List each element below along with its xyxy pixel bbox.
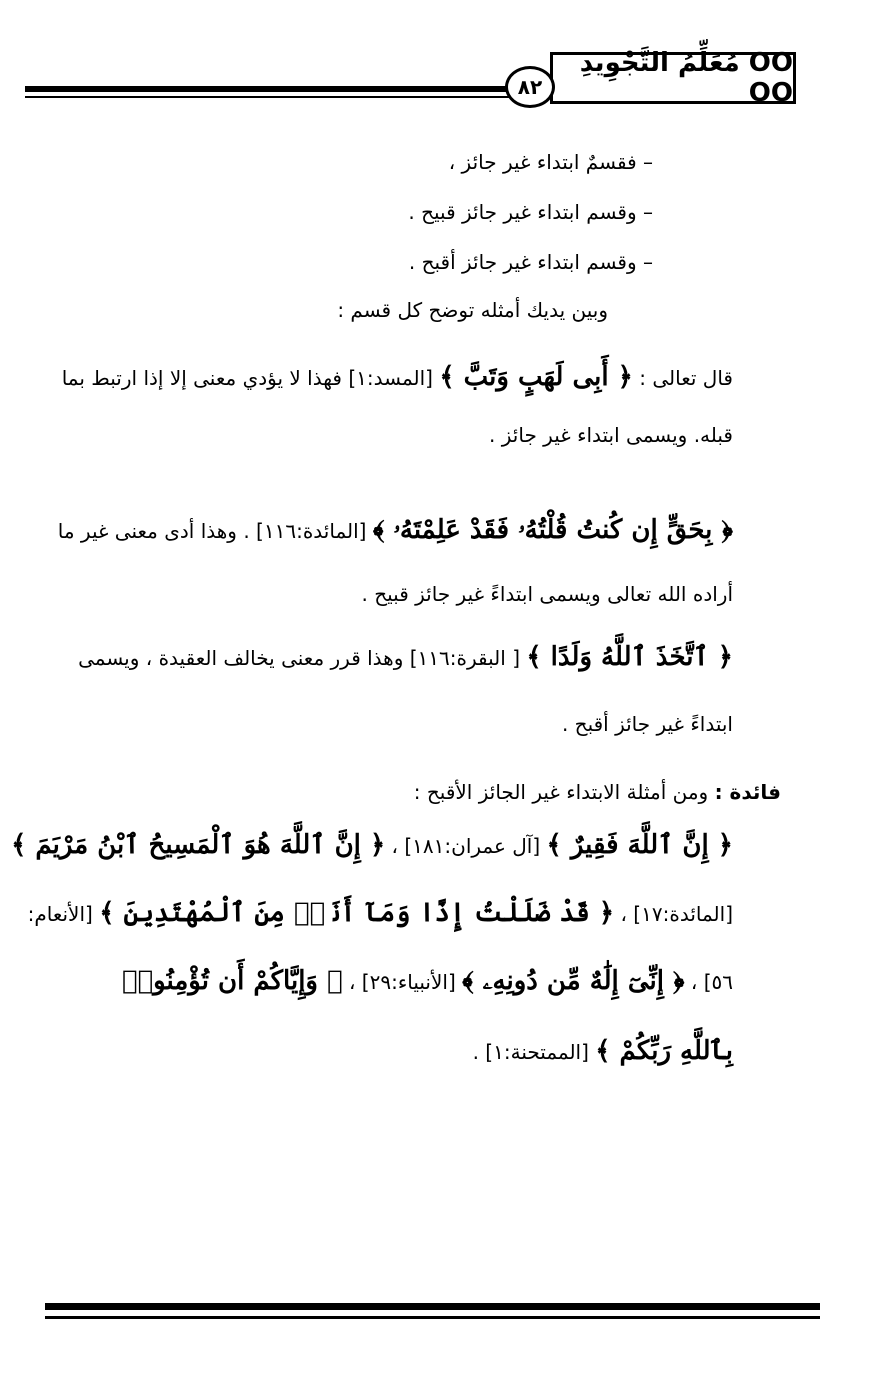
- example-2: [58, 515, 733, 546]
- page-header: [0, 0, 873, 130]
- example-2-ayah: ﴿ بِحَقٍّ إِن كُنتُ قُلْتُهُۥ فَقَدْ عَلِمْتَهُۥ ﴾: [372, 515, 733, 545]
- intro-text: وبين يديك أمثله توضح كل قسم :: [337, 298, 608, 322]
- faida-ref-3: [الأنعام:: [27, 902, 100, 926]
- header-rule-thin: [25, 96, 585, 98]
- example-3-line2: ابتداءً غير جائز أقبح .: [561, 712, 733, 736]
- faida-ref-1: [آل عمران:١٨١] ،: [385, 834, 547, 858]
- faida-ref-4: ٥٦] ،: [684, 970, 733, 994]
- example-3-text: [ البقرة:١١٦] وهذا قرر معنى يخالف العقيدة ، ويسمى: [78, 646, 527, 670]
- bullet-3: – وقسم ابتداء غير جائز أقبح .: [408, 250, 653, 274]
- faida-heading: [414, 780, 781, 804]
- faida-ayah-1: ﴿ إِنَّ ٱللَّهَ فَقِيرٌ ﴾: [546, 830, 733, 860]
- faida-ayah-3: ﴿ قَدْ ضَلَلْتُ إِذًا وَمَآ أَنَا۠ مِنَ ٱلْمُهْتَدِينَ ﴾: [99, 898, 615, 928]
- faida-label: فائدة :: [714, 780, 781, 804]
- example-2-text: [المائدة:١١٦] . وهذا أدى معنى غير ما: [57, 519, 373, 543]
- header-rule: [25, 86, 585, 92]
- example-1-prefix: قال تعالى :: [632, 366, 733, 390]
- faida-ref-2: [المائدة:١٧] ،: [614, 902, 733, 926]
- example-2-line2: أراده الله تعالى ويسمى ابتداءً غير جائز قبيح .: [361, 582, 733, 606]
- faida-line-4: [473, 1036, 733, 1066]
- faida-line-1: [11, 830, 733, 860]
- faida-ayah-5-end: بِٱللَّهِ رَبِّكُمْ ﴾: [595, 1036, 733, 1066]
- example-1-ayah: ﴿ أَبِى لَهَبٍ وَتَبَّ ﴾: [439, 362, 633, 392]
- book-title: OO مُعَلِّمُ التَّجْوِيدِ OO: [550, 52, 796, 104]
- faida-ayah-4: ﴿ إِنِّىٓ إِلَٰهٌ مِّن دُونِهِۦ ﴾: [462, 966, 685, 996]
- faida-ayah-2: ﴿ إِنَّ ٱللَّهَ هُوَ ٱلْمَسِيحُ ٱبْنُ مَرْيَمَ ﴾: [11, 830, 386, 860]
- faida-ref-6: [الممتحنة:١] .: [472, 1040, 596, 1064]
- faida-text: ومن أمثلة الابتداء غير الجائز الأقبح :: [413, 780, 715, 804]
- faida-ayah-5: ﴿ وَإِيَّاكُمْ أَن تُؤْمِنُوا۟: [121, 966, 343, 996]
- example-3-ayah: ﴿ ٱتَّخَذَ ٱللَّهُ وَلَدًا ﴾: [526, 642, 733, 672]
- bullet-2: – وقسم ابتداء غير جائز قبيح .: [408, 200, 653, 224]
- example-1: [62, 362, 733, 392]
- page-number: ٨٢: [505, 66, 555, 108]
- example-1-line2: قبله. ويسمى ابتداء غير جائز .: [489, 423, 733, 447]
- faida-line-3: [122, 966, 733, 997]
- example-3: [78, 642, 733, 672]
- footer-rule-thin: [45, 1316, 820, 1319]
- faida-line-2: [28, 898, 733, 928]
- example-1-text: [المسد:١] فهذا لا يؤدي معنى إلا إذا ارتبط بما: [61, 366, 440, 390]
- footer-rule: [45, 1303, 820, 1310]
- bullet-1: – فقسمٌ ابتداء غير جائز ،: [448, 150, 653, 174]
- faida-ref-5: [الأنبياء:٢٩] ،: [342, 970, 463, 994]
